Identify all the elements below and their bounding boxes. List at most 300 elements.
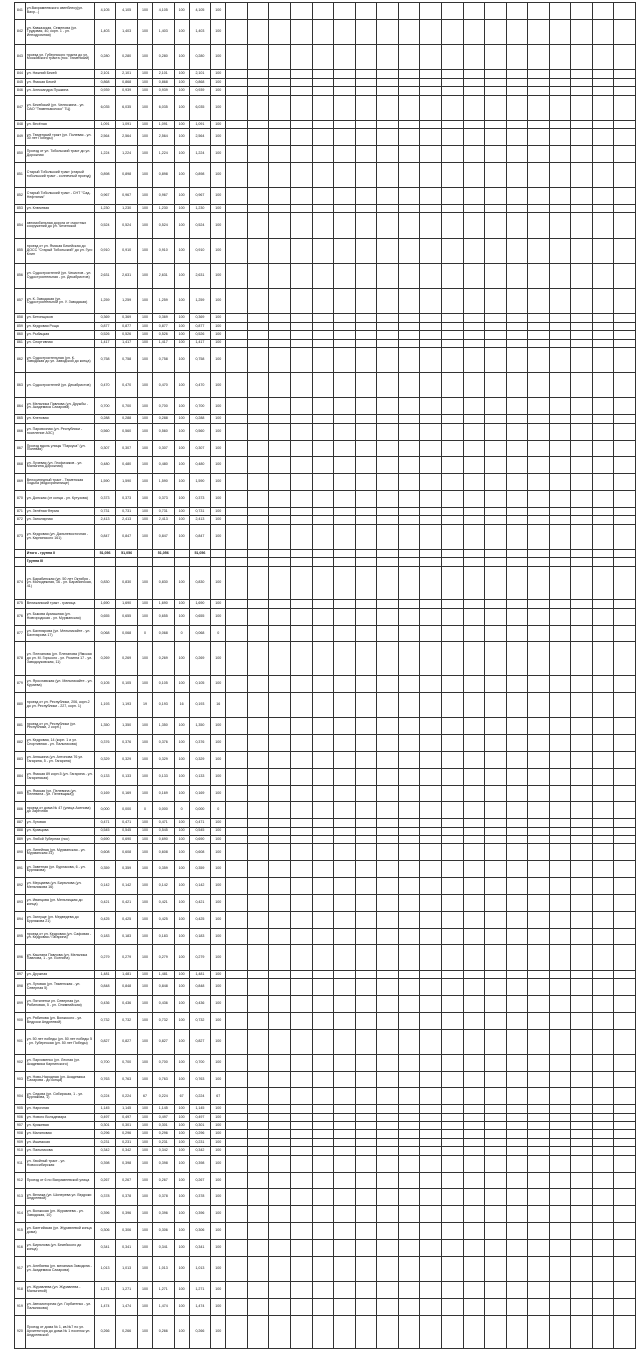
empty-cell [528, 524, 550, 549]
value-cell: 100 [137, 1222, 152, 1239]
empty-cell [398, 339, 420, 347]
empty-cell [291, 566, 313, 600]
empty-cell [355, 844, 377, 861]
empty-cell [441, 238, 463, 263]
empty-cell [269, 1113, 291, 1121]
empty-cell [377, 78, 399, 86]
empty-cell [312, 3, 334, 20]
empty-cell [334, 600, 356, 608]
value-cell: 100 [211, 1071, 226, 1088]
empty-cell [398, 768, 420, 785]
empty-cell [614, 1172, 636, 1189]
empty-cell [549, 1138, 571, 1146]
empty-cell [463, 507, 485, 515]
value-cell: 0,000 [189, 802, 211, 819]
empty-cell [420, 95, 442, 120]
empty-cell [377, 474, 399, 491]
empty-cell [398, 238, 420, 263]
value-cell: 100 [137, 474, 152, 491]
value-cell: 1,259 [153, 289, 175, 314]
empty-cell [312, 1054, 334, 1071]
empty-cell [377, 213, 399, 238]
empty-cell [441, 566, 463, 600]
row-number-cell: 843 [15, 45, 26, 70]
row-number-cell: 857 [15, 289, 26, 314]
empty-cell [528, 415, 550, 423]
empty-cell [334, 1088, 356, 1105]
value-cell: 0,193 [189, 692, 211, 717]
empty-cell [549, 19, 571, 44]
empty-cell [420, 1239, 442, 1256]
empty-cell [463, 1222, 485, 1239]
empty-cell [571, 1298, 593, 1315]
empty-cell [269, 995, 291, 1012]
empty-cell [420, 1012, 442, 1029]
empty-cell [334, 524, 356, 549]
empty-cell [312, 995, 334, 1012]
value-cell: 0,731 [116, 507, 138, 515]
value-cell: 100 [137, 911, 152, 928]
empty-cell [614, 440, 636, 457]
empty-cell [312, 339, 334, 347]
empty-cell [571, 676, 593, 693]
value-cell: 100 [137, 1029, 152, 1054]
empty-cell [247, 491, 269, 508]
empty-cell [441, 516, 463, 524]
empty-cell [614, 785, 636, 802]
empty-cell [549, 995, 571, 1012]
row-number-cell: 898 [15, 979, 26, 996]
empty-cell [420, 928, 442, 945]
empty-cell [334, 1138, 356, 1146]
empty-cell [420, 945, 442, 970]
empty-cell [420, 129, 442, 146]
empty-cell [485, 566, 507, 600]
empty-cell [355, 331, 377, 339]
empty-cell [463, 549, 485, 557]
empty-cell [571, 19, 593, 44]
empty-cell [485, 1054, 507, 1071]
value-cell: 1,230 [189, 204, 211, 212]
row-number-cell: 920 [15, 1315, 26, 1349]
value-cell: 100 [137, 861, 152, 878]
empty-cell [247, 347, 269, 372]
empty-cell [355, 1298, 377, 1315]
empty-cell [420, 768, 442, 785]
empty-cell [377, 1029, 399, 1054]
empty-cell [571, 322, 593, 330]
empty-cell [506, 507, 528, 515]
value-cell: 0,497 [153, 1113, 175, 1121]
table-row [15, 566, 636, 600]
empty-cell [377, 970, 399, 978]
empty-cell [614, 491, 636, 508]
value-cell: 100 [211, 1222, 226, 1239]
empty-cell [506, 827, 528, 835]
value-cell: 100 [174, 423, 189, 440]
empty-cell [269, 129, 291, 146]
empty-cell [614, 1088, 636, 1105]
empty-cell [398, 844, 420, 861]
empty-cell [226, 415, 248, 423]
empty-cell [614, 735, 636, 752]
empty-cell [269, 625, 291, 642]
empty-cell [355, 423, 377, 440]
empty-cell [291, 1298, 313, 1315]
empty-cell [269, 474, 291, 491]
empty-cell [247, 600, 269, 608]
table-total-row [15, 558, 636, 566]
empty-cell [571, 398, 593, 415]
empty-cell [312, 129, 334, 146]
empty-cell [549, 802, 571, 819]
empty-cell [398, 979, 420, 996]
empty-cell [334, 979, 356, 996]
empty-cell [463, 625, 485, 642]
value-cell: 1,481 [94, 970, 116, 978]
row-number-cell: 841 [15, 3, 26, 20]
value-cell: 0,068 [116, 625, 138, 642]
empty-cell [269, 238, 291, 263]
empty-cell [549, 1071, 571, 1088]
empty-cell [312, 549, 334, 557]
empty-cell [463, 819, 485, 827]
empty-cell [463, 878, 485, 895]
empty-cell [226, 188, 248, 205]
empty-cell [334, 45, 356, 70]
empty-cell [269, 415, 291, 423]
empty-cell [247, 827, 269, 835]
empty-cell [355, 945, 377, 970]
row-number-cell: 912 [15, 1172, 26, 1189]
empty-cell [269, 928, 291, 945]
value-cell: 0,267 [94, 1172, 116, 1189]
empty-cell [226, 1281, 248, 1298]
empty-cell [247, 970, 269, 978]
table-row [15, 238, 636, 263]
empty-cell [485, 600, 507, 608]
empty-cell [420, 911, 442, 928]
empty-cell [377, 819, 399, 827]
empty-cell [441, 1029, 463, 1054]
empty-cell [549, 457, 571, 474]
value-cell: 0,690 [153, 835, 175, 843]
empty-cell [291, 1054, 313, 1071]
empty-cell [506, 1315, 528, 1349]
value-cell: 6,035 [153, 95, 175, 120]
empty-cell [441, 844, 463, 861]
value-cell: 0,898 [94, 162, 116, 187]
empty-cell [485, 146, 507, 163]
empty-cell [291, 558, 313, 566]
value-cell: 100 [174, 120, 189, 128]
row-number-cell: 911 [15, 1155, 26, 1172]
empty-cell [592, 70, 614, 78]
empty-cell [355, 1113, 377, 1121]
empty-cell [441, 95, 463, 120]
empty-cell [549, 322, 571, 330]
empty-cell [269, 802, 291, 819]
empty-cell [291, 339, 313, 347]
empty-cell [549, 692, 571, 717]
empty-cell [614, 718, 636, 735]
empty-cell [269, 314, 291, 322]
value-cell: 0,306 [189, 1222, 211, 1239]
empty-cell [269, 440, 291, 457]
empty-cell [485, 1130, 507, 1138]
empty-cell [355, 1172, 377, 1189]
empty-cell [226, 1147, 248, 1155]
table-row [15, 802, 636, 819]
value-cell: 0,373 [153, 491, 175, 508]
empty-cell [226, 676, 248, 693]
empty-cell [334, 516, 356, 524]
empty-cell [463, 1122, 485, 1130]
empty-cell [528, 894, 550, 911]
road-name-cell: ул. Кавказская, Семенова (ул. Трудовая, 40, корп. 1 - ул. Ипподромная) [25, 19, 94, 44]
empty-cell [571, 1172, 593, 1189]
empty-cell [485, 751, 507, 768]
empty-cell [549, 45, 571, 70]
row-number-cell: 866 [15, 423, 26, 440]
road-name-cell: ул. Ново-Народная (ул. Академика Сахарова - до конца) [25, 1071, 94, 1088]
empty-cell [420, 835, 442, 843]
empty-cell [269, 768, 291, 785]
road-name-cell: ул. Любой Губернии (пос) [25, 835, 94, 843]
empty-cell [312, 213, 334, 238]
value-cell: 100 [174, 347, 189, 372]
empty-cell [485, 78, 507, 86]
empty-cell [269, 1130, 291, 1138]
value-cell: 100 [211, 819, 226, 827]
empty-cell [226, 1155, 248, 1172]
value-cell: 100 [137, 213, 152, 238]
road-name-cell: ул. Спортивная [25, 339, 94, 347]
empty-cell [291, 331, 313, 339]
empty-cell [485, 1105, 507, 1113]
empty-cell [355, 608, 377, 625]
empty-cell [485, 423, 507, 440]
empty-cell [226, 802, 248, 819]
value-cell: 0,183 [116, 928, 138, 945]
empty-cell [291, 423, 313, 440]
empty-cell [291, 314, 313, 322]
empty-cell [398, 970, 420, 978]
value-cell: 0,763 [153, 1071, 175, 1088]
empty-cell [441, 819, 463, 827]
empty-cell [269, 1071, 291, 1088]
table-row [15, 878, 636, 895]
empty-cell [528, 322, 550, 330]
empty-cell [226, 785, 248, 802]
empty-cell [441, 642, 463, 676]
empty-cell [592, 928, 614, 945]
empty-cell [334, 1172, 356, 1189]
empty-cell [377, 802, 399, 819]
empty-cell [291, 415, 313, 423]
empty-cell [592, 415, 614, 423]
empty-cell [571, 1071, 593, 1088]
empty-cell [571, 1113, 593, 1121]
empty-cell [592, 1172, 614, 1189]
value-cell: 1,013 [153, 1256, 175, 1281]
empty-cell [463, 289, 485, 314]
empty-cell [614, 558, 636, 566]
empty-cell [463, 642, 485, 676]
value-cell: 0,398 [94, 1155, 116, 1172]
empty-cell [592, 331, 614, 339]
empty-cell [506, 1281, 528, 1298]
value-cell: 100 [211, 19, 226, 44]
empty-cell [291, 19, 313, 44]
empty-cell [334, 718, 356, 735]
empty-cell [291, 440, 313, 457]
value-cell: 100 [174, 457, 189, 474]
empty-cell [506, 1155, 528, 1172]
empty-cell [377, 129, 399, 146]
empty-cell [506, 263, 528, 288]
empty-cell [355, 1222, 377, 1239]
empty-cell [355, 440, 377, 457]
empty-cell [420, 718, 442, 735]
empty-cell [420, 878, 442, 895]
value-cell: 100 [174, 238, 189, 263]
value-cell: 0,000 [116, 802, 138, 819]
empty-cell [614, 1071, 636, 1088]
empty-cell [506, 331, 528, 339]
empty-cell [571, 1012, 593, 1029]
value-cell: 0,142 [153, 878, 175, 895]
value-cell: 0,848 [116, 979, 138, 996]
empty-cell [614, 70, 636, 78]
empty-cell [549, 1122, 571, 1130]
empty-cell [506, 1012, 528, 1029]
empty-cell [614, 751, 636, 768]
value-cell: 0,267 [189, 1172, 211, 1189]
empty-cell [291, 289, 313, 314]
row-number-cell: 895 [15, 928, 26, 945]
empty-cell [247, 558, 269, 566]
value-cell: 0,847 [153, 524, 175, 549]
empty-cell [398, 1105, 420, 1113]
empty-cell [549, 558, 571, 566]
value-cell: 0,436 [153, 995, 175, 1012]
value-cell: 1,417 [116, 339, 138, 347]
value-cell: 51,056 [94, 549, 116, 557]
empty-cell [334, 768, 356, 785]
value-cell: 0,341 [94, 1239, 116, 1256]
empty-cell [420, 894, 442, 911]
value-cell: 0,376 [116, 735, 138, 752]
empty-cell [398, 600, 420, 608]
value-cell: 100 [211, 1113, 226, 1121]
empty-cell [398, 1088, 420, 1105]
table-row [15, 19, 636, 44]
value-cell: 0,301 [116, 1122, 138, 1130]
value-cell: 1,481 [189, 970, 211, 978]
empty-cell [377, 1012, 399, 1029]
empty-cell [592, 1155, 614, 1172]
table-row [15, 162, 636, 187]
empty-cell [420, 457, 442, 474]
row-number-cell: 899 [15, 995, 26, 1012]
empty-cell [549, 676, 571, 693]
empty-cell [571, 78, 593, 86]
value-cell: 0,105 [116, 676, 138, 693]
empty-cell [441, 827, 463, 835]
empty-cell [420, 1155, 442, 1172]
empty-cell [334, 347, 356, 372]
empty-cell [291, 642, 313, 676]
empty-cell [485, 373, 507, 398]
empty-cell [377, 1122, 399, 1130]
value-cell: 0,224 [94, 1088, 116, 1105]
empty-cell [377, 373, 399, 398]
table-row [15, 945, 636, 970]
empty-cell [506, 146, 528, 163]
road-name-cell: Итого - группа II [25, 549, 94, 557]
empty-cell [528, 516, 550, 524]
empty-cell [614, 844, 636, 861]
road-name-cell: ул. Хвойный тракт - ул. Новоссибирская [25, 1155, 94, 1172]
value-cell: 0,169 [116, 785, 138, 802]
value-cell: 0,524 [116, 213, 138, 238]
empty-cell [355, 1281, 377, 1298]
empty-cell [463, 1155, 485, 1172]
road-name-cell: ул. Ямская (ул. Пелевина (ул. Пелевина - ул. Пелевщика)) [25, 785, 94, 802]
empty-cell [226, 718, 248, 735]
empty-cell [485, 263, 507, 288]
empty-cell [226, 347, 248, 372]
empty-cell [334, 692, 356, 717]
empty-cell [506, 87, 528, 95]
empty-cell [463, 524, 485, 549]
road-name-cell: ул. Балтийская (ул. Журавлевой конца дома) [25, 1222, 94, 1239]
value-cell: 100 [211, 339, 226, 347]
empty-cell [334, 642, 356, 676]
empty-cell [441, 861, 463, 878]
value-cell: 0,827 [153, 1029, 175, 1054]
empty-cell [355, 718, 377, 735]
value-cell: 100 [137, 1147, 152, 1155]
table-row [15, 1088, 636, 1105]
value-cell: 0,877 [116, 322, 138, 330]
empty-cell [334, 3, 356, 20]
empty-cell [571, 263, 593, 288]
empty-cell [377, 1138, 399, 1146]
empty-cell [377, 1130, 399, 1138]
value-cell: 0,133 [189, 768, 211, 785]
empty-cell [312, 1138, 334, 1146]
empty-cell [571, 507, 593, 515]
road-name-cell: ул. Бирюлова (ул. Бекейского до конца) [25, 1239, 94, 1256]
value-cell: 100 [174, 1147, 189, 1155]
empty-cell [506, 995, 528, 1012]
value-cell: 100 [211, 835, 226, 843]
empty-cell [420, 1122, 442, 1130]
empty-cell [506, 819, 528, 827]
empty-cell [592, 1054, 614, 1071]
empty-cell [528, 878, 550, 895]
empty-cell [571, 751, 593, 768]
empty-cell [441, 802, 463, 819]
empty-cell [377, 768, 399, 785]
empty-cell [334, 373, 356, 398]
empty-cell [398, 188, 420, 205]
empty-cell [269, 1256, 291, 1281]
value-cell: 100 [211, 735, 226, 752]
empty-cell [312, 692, 334, 717]
